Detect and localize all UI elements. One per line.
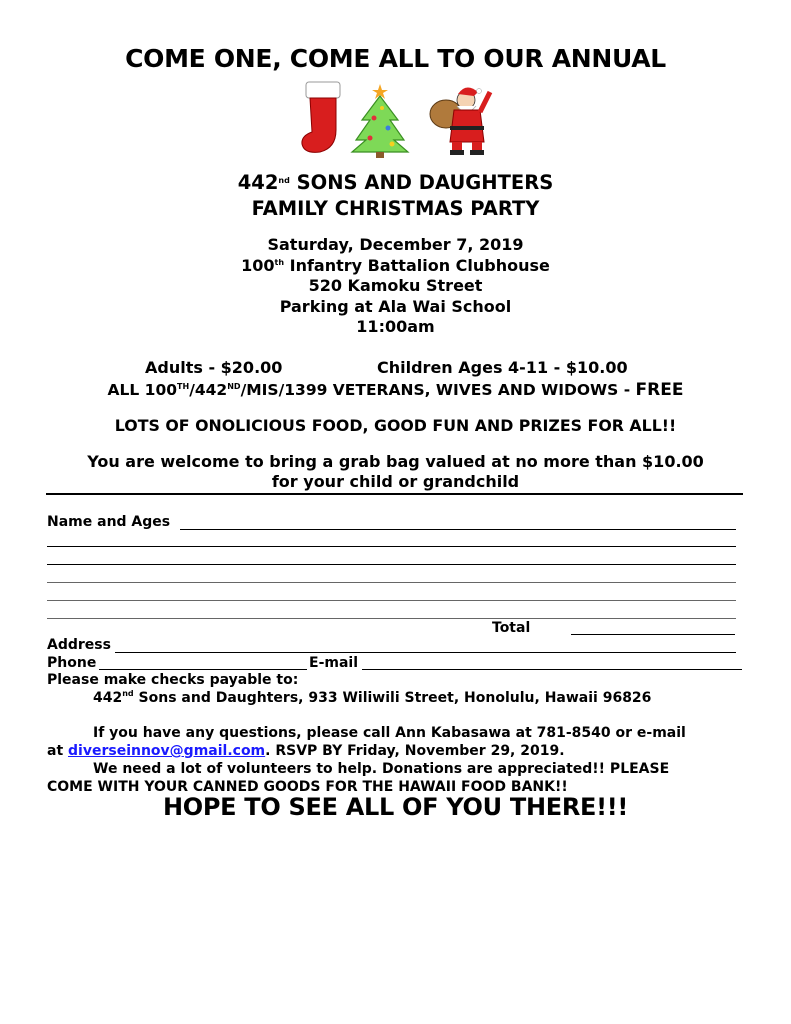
contact-email-link[interactable]: diverseinnov@gmail.com [68,743,266,759]
christmas-stocking-icon [302,82,340,152]
name-line[interactable] [47,582,736,583]
total-label: Total [492,620,531,636]
event-title [0,170,791,222]
address-label: Address [47,637,111,653]
name-line[interactable] [47,546,736,547]
food-announcement: LOTS OF ONOLICIOUS FOOD, GOOD FUN AND PRIZES FOR ALL!! [114,416,677,435]
rsvp-line: at diverseinnov@gmail.com. RSVP BY Friday, November 29, 2019. [47,743,565,759]
event-date: Saturday, December 7, 2019 [267,235,524,254]
veterans-price: ALL 100TH/442ND/MIS/1399 VETERANS, WIVES AND WIDOWS - FREE [107,380,684,400]
event-time: 11:00am [356,317,435,336]
santa-claus-icon [430,87,490,155]
contact-paragraph [47,724,747,796]
child-price: Children Ages 4-11 - $10.00 [377,358,628,377]
grab-bag-note: You are welcome to bring a grab bag valued at no more than $10.00 for your child or grandchild [87,452,704,491]
name-line[interactable] [47,600,736,601]
checks-label: Please make checks payable to: [47,672,299,688]
section-divider [46,493,743,495]
name-line[interactable] [47,618,736,619]
event-parking: Parking at Ala Wai School [279,296,512,316]
name-and-ages-field[interactable] [180,529,736,530]
name-and-ages-label: Name and Ages [47,514,171,530]
phone-label: Phone [47,655,97,671]
event-name: FAMILY CHRISTMAS PARTY [251,197,540,220]
adult-price: Adults - $20.00 [145,358,283,377]
name-line[interactable] [47,564,736,565]
email-label: E-mail [309,655,359,671]
page-title: COME ONE, COME ALL TO OUR ANNUAL [125,44,666,73]
event-details [0,235,791,338]
pricing [0,357,791,401]
closing-message: HOPE TO SEE ALL OF YOU THERE!!! [162,793,629,821]
questions-line: If you have any questions, please call Ann Kabasawa at 781-8540 or e-mail [93,725,686,741]
christmas-clipart [298,78,496,160]
phone-field[interactable] [99,669,307,670]
christmas-tree-icon [352,84,408,158]
canned-goods-line: COME WITH YOUR CANNED GOODS FOR THE HAWAII FOOD BANK!! [47,779,568,795]
volunteers-line: We need a lot of volunteers to help. Donations are appreciated!! PLEASE [93,761,670,777]
email-field[interactable] [362,669,742,670]
payee-address: 442nd Sons and Daughters, 933 Wiliwili Street, Honolulu, Hawaii 96826 [93,689,652,706]
address-field[interactable] [115,652,736,653]
total-field[interactable] [571,634,735,635]
event-street: 520 Kamoku Street [308,276,483,295]
event-venue: 100th Infantry Battalion Clubhouse [241,255,550,275]
organization-name: 442nd SONS AND DAUGHTERS [237,171,554,194]
